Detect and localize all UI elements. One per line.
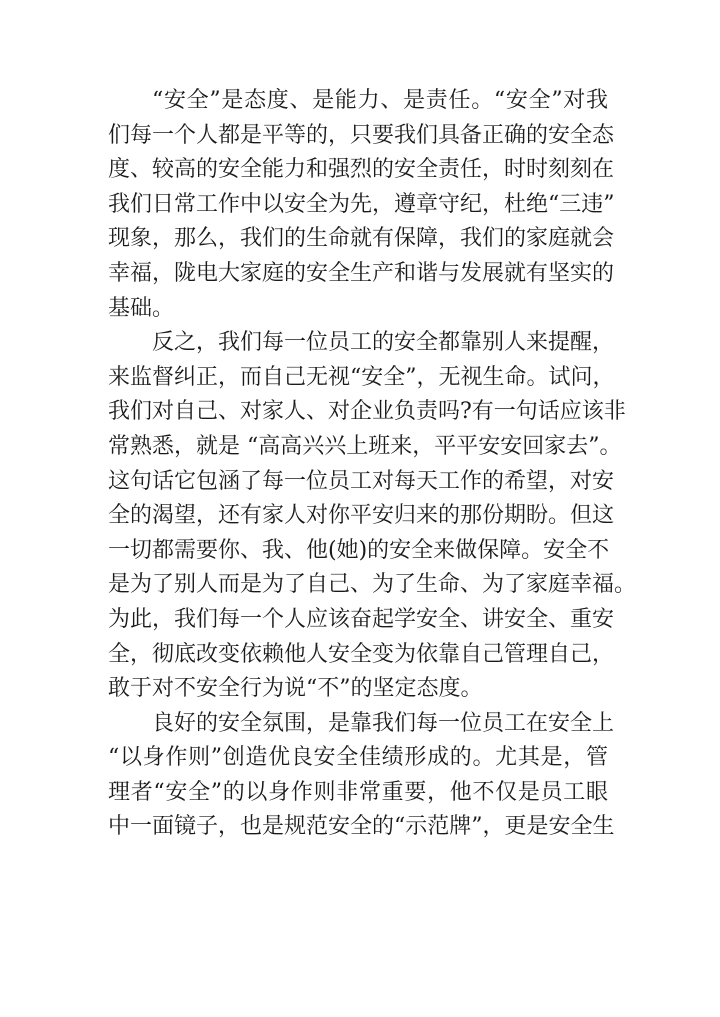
text-line: 们每一个人都是平等的，只要我们具备正确的安全态 <box>108 122 615 148</box>
paragraph-2 <box>108 326 637 707</box>
text-line: 敢于对不安全行为说“不”的坚定态度。 <box>108 676 483 702</box>
text-line: 全，彻底改变依赖他人安全变为依靠自己管理自己， <box>108 641 615 667</box>
document-body <box>108 84 637 845</box>
text-line: 基础。 <box>108 295 175 321</box>
text-line: 我们日常工作中以安全为先，遵章守纪，杜绝“三违” <box>108 191 615 217</box>
paragraph-3 <box>108 707 615 845</box>
text-line: 度、较高的安全能力和强烈的安全责任，时时刻刻在 <box>108 157 615 183</box>
text-line: 常熟悉，就是 “高高兴兴上班来，平平安安回家去”。 <box>108 433 622 459</box>
text-line: 中一面镜子，也是规范安全的“示范牌”，更是安全生 <box>108 814 615 840</box>
text-line: 现象，那么，我们的生命就有保障，我们的家庭就会 <box>108 226 615 252</box>
text-line: 来监督纠正，而自己无视“安全”，无视生命。试问， <box>108 364 615 390</box>
text-line: 我们对自己、对家人、对企业负责吗?有一句话应该非 <box>108 399 626 425</box>
text-line: 理者“安全”的以身作则非常重要，他不仅是员工眼 <box>108 779 608 805</box>
text-line: 全的渴望，还有家人对你平安归来的那份期盼。但这 <box>108 503 615 529</box>
text-line: 为此，我们每一个人应该奋起学安全、讲安全、重安 <box>108 606 615 632</box>
text-line: 反之，我们每一位员工的安全都靠别人来提醒， <box>152 330 615 356</box>
paragraph-1 <box>108 84 615 326</box>
text-line: 幸福，陇电大家庭的安全生产和谐与发展就有坚实的 <box>108 260 615 286</box>
text-line: 良好的安全氛围，是靠我们每一位员工在安全上 <box>152 710 615 736</box>
text-line: 这句话它包涵了每一位员工对每天工作的希望，对安 <box>108 468 615 494</box>
text-line: 是为了别人而是为了自己、为了生命、为了家庭幸福。 <box>108 572 637 598</box>
text-line: “以身作则”创造优良安全佳绩形成的。尤其是，管 <box>108 745 608 771</box>
text-line: “安全”是态度、是能力、是责任。“安全”对我 <box>152 88 608 113</box>
text-line: 一切都需要你、我、他(她)的安全来做保障。安全不 <box>108 537 610 563</box>
